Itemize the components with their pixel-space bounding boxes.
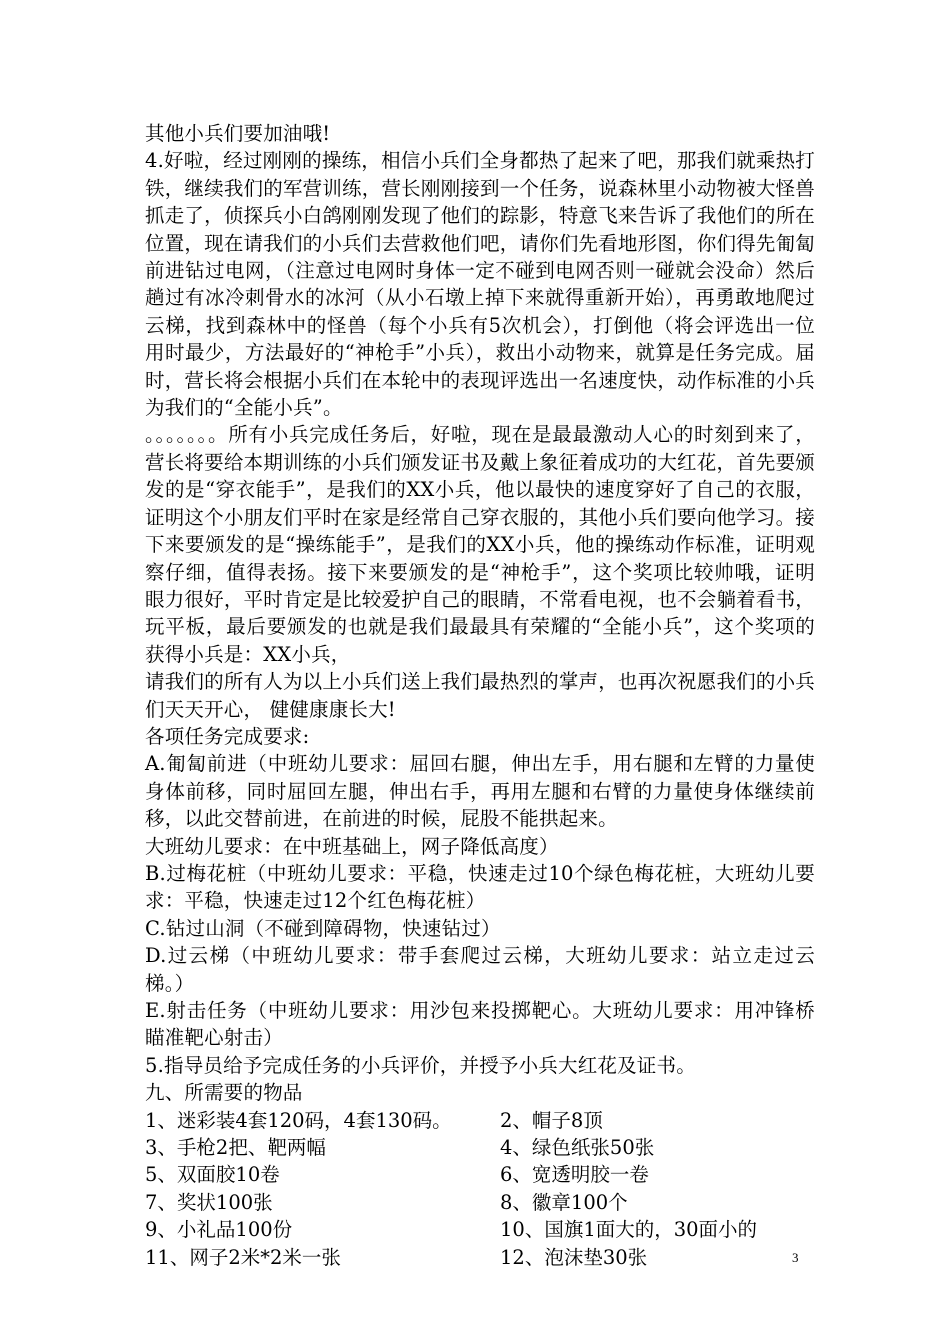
item-right: 4、绿色纸张50张: [500, 1136, 655, 1160]
paragraph: A.匍匐前进（中班幼儿要求：屈回右腿，伸出左手，用右腿和左臂的力量使身体前移，同时屈回左腿，伸出右手，再用左腿和右臂的力量使身体继续前移，以此交替前进，在前进的时候，屁股不能拱起来。: [145, 752, 815, 831]
section-heading: 九、所需要的物品: [145, 1081, 303, 1105]
item-left: 7、奖状100张: [145, 1190, 273, 1214]
item-left: 9、小礼品100份: [145, 1218, 293, 1242]
paragraph: 其他小兵们要加油哦!: [145, 122, 331, 145]
item-right: 2、帽子8顶: [500, 1108, 603, 1132]
paragraph: 大班幼儿要求：在中班基础上，网子降低高度）: [145, 834, 559, 858]
paragraph: C.钻过山洞（不碰到障碍物，快速钻过）: [145, 916, 501, 940]
item-left: 3、手枪2把、靶两幅: [145, 1136, 326, 1160]
paragraph: D.过云梯（中班幼儿要求：带手套爬过云梯，大班幼儿要求：站立走过云梯。）: [145, 944, 815, 995]
paragraph: 请我们的所有人为以上小兵们送上我们最热烈的掌声，也再次祝愿我们的小兵们天天开心， 健健康康长大!: [145, 670, 815, 721]
paragraph: 5.指导员给予完成任务的小兵评价，并授予小兵大红花及证书。: [145, 1053, 696, 1077]
item-right: 6、宽透明胶一卷: [500, 1163, 649, 1187]
document-body: [145, 120, 815, 1271]
list-item: [145, 1134, 815, 1161]
item-left: 1、迷彩装4套120码，4套130码。: [145, 1108, 452, 1132]
paragraph: 。。。。。。。所有小兵完成任务后，好啦，现在是最最激动人心的时刻到来了，营长将要给本期训练的小兵们颁发证书及戴上象征着成功的大红花，首先要颁发的是“穿衣能手”，是我们的XX小兵，他以最快的速度穿好了自己的衣服，证明这个小朋友们平时在家是经常自己穿衣服的，其他小兵们要向他学习。接下来要颁发的是“操练能手”，是我们的XX小兵，他的操练动作标准，证明观察仔细，值得表扬。接下来要颁发的是“神枪手”，这个奖项比较帅哦，证明眼力很好，平时肯定是比较爱护自己的眼睛，不常看电视，也不会躺着看书，玩平板，最后要颁发的也就是我们最最具有荣耀的“全能小兵”，这个奖项的获得小兵是：XX小兵，: [145, 423, 815, 666]
paragraph: 4.好啦，经过刚刚的操练，相信小兵们全身都热了起来了吧，那我们就乘热打铁，继续我们的军营训练，营长刚刚接到一个任务，说森林里小动物被大怪兽抓走了，侦探兵小白鸽刚刚发现了他们的踪影，特意飞来告诉了我他们的所在位置，现在请我们的小兵们去营救他们吧，请你们先看地形图，你们得先匍匐前进钻过电网，（注意过电网时身体一定不碰到电网否则一碰就会没命）然后趟过有冰冷刺骨水的冰河（从小石墩上掉下来就得重新开始），再勇敢地爬过云梯，找到森林中的怪兽（每个小兵有5次机会），打倒他（将会评选出一位用时最少，方法最好的“神枪手”小兵），救出小动物来，就算是任务完成。届时，营长将会根据小兵们在本轮中的表现评选出一名速度快，动作标准的小兵为我们的“全能小兵”。: [145, 149, 815, 420]
item-left: 5、双面胶10卷: [145, 1163, 280, 1187]
item-right: 8、徽章100个: [500, 1190, 628, 1214]
list-item: [145, 1189, 815, 1216]
list-item: [145, 1216, 815, 1243]
paragraph: B.过梅花桩（中班幼儿要求：平稳，快速走过10个绿色梅花桩，大班幼儿要求：平稳，快速走过12个红色梅花桩）: [145, 861, 815, 913]
items-list: [145, 1107, 815, 1271]
item-right: 10、国旗1面大的，30面小的: [500, 1218, 758, 1242]
item-left: 11、网子2米*2米一张: [145, 1245, 341, 1269]
item-right: 12、泡沫垫30张: [500, 1245, 648, 1269]
section-heading: 各项任务完成要求:: [145, 724, 310, 748]
list-item: [145, 1161, 815, 1188]
page-number: 3: [792, 1250, 799, 1265]
paragraph: E.射击任务（中班幼儿要求：用沙包来投掷靶心。大班幼儿要求：用冲锋桥瞄准靶心射击）: [145, 999, 815, 1050]
list-item: [145, 1244, 815, 1271]
list-item: [145, 1107, 815, 1134]
